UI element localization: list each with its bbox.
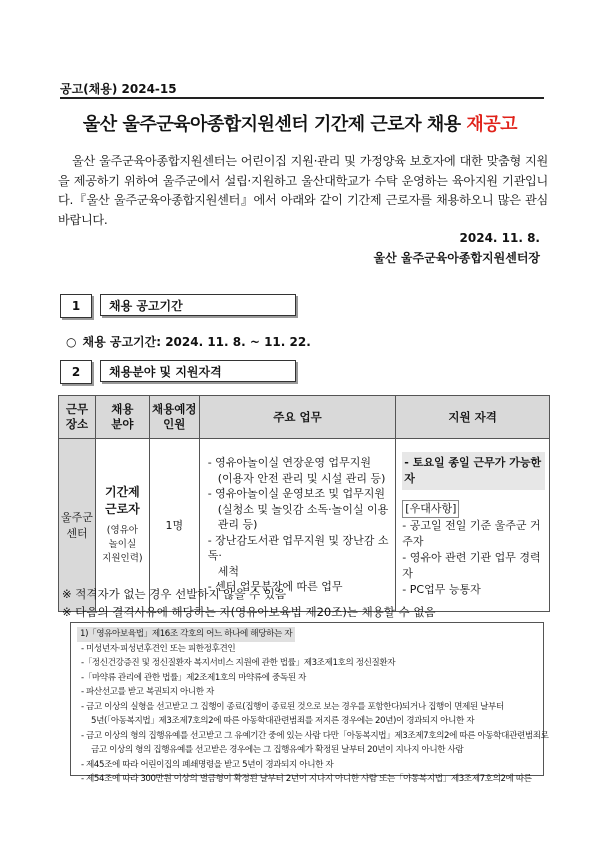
text-span: 놀이실: [108, 539, 137, 550]
list-item: - 제54조에 따라 300만원 이상의 벌금형이 확정된 날부터 2년이 지나지 아니한 사람 또는「아동복지법」제3조제7호의2에 따른: [81, 774, 532, 784]
title-highlight: 재공고: [466, 114, 518, 135]
req-pref-item: - 영유아 관련 기관 업무 경력자: [402, 551, 541, 580]
intro-text: 울산 울주군육아종합지원센터는 어린이집 지원·관리 및 가정양육 보호자에 대한 맞춤형 지원을 제공하기 위하여 울주군에서 설립·지원하고 울산대학교가 수탁 운영하는 육아지원 기관입니다.『울산 울주군육아종합지원센터』에서 아래와 같이 기간제 근로자를 채용하오니 많은 관심 바랍니다.: [58, 154, 548, 227]
list-item: -「정신건강증진 및 정신질환자 복지서비스 지원에 관한 법률」제3조제1호의 정신질환자: [81, 658, 396, 668]
notice-date: 2024. 11. 8.: [459, 231, 540, 245]
cell-requirements: [396, 439, 550, 612]
duty-line: 세척: [217, 564, 239, 578]
job-title-l1: 기간제: [104, 485, 140, 499]
text-span: 채용예정: [152, 402, 197, 416]
header-field: [95, 396, 149, 439]
section-1-number: 1: [60, 294, 92, 318]
list-item: -「마약류 관리에 관한 법률」제2조제1호의 마약류에 중독된 자: [81, 672, 306, 683]
duty-line: (실청소 및 놀잇감 소독·놀이실 이용관리 등): [217, 502, 389, 532]
period-text: 채용 공고기간: 2024. 11. 8. ~ 11. 22.: [82, 335, 311, 349]
text-span: (영유아: [106, 525, 138, 536]
req-main: - 토요일 종일 근무가 가능한 자: [402, 452, 545, 490]
list-item: - 금고 이상의 실형을 선고받고 그 집행이 종료(집행이 종료된 것으로 보는 경우를 포함한다)되거나 집행이 면제된 날부터: [81, 701, 504, 712]
list-item: - 제45조에 따라 어린이집의 폐쇄명령을 받고 5년이 경과되지 아니한 자: [81, 759, 334, 770]
duty-line: (이용자 안전 관리 및 시설 관리 등): [217, 471, 386, 485]
req-pref-item: - 공고일 전일 기준 울주군 거주자: [402, 519, 541, 548]
intro-paragraph: [58, 152, 548, 230]
duty-line: - 영유아놀이실 운영보조 및 업무지원: [207, 487, 386, 501]
text-span: 인원: [163, 417, 186, 431]
table-header-row: [59, 396, 550, 439]
text-span: 지원인력): [102, 553, 143, 564]
title-main: 울산 울주군육아종합지원센터 기간제 근로자 채용: [82, 114, 461, 135]
text-span: 울주군: [61, 511, 93, 524]
list-item: - 금고 이상의 형의 집행유예를 선고받고 그 유예기간 중에 있는 사람 다만「아동복지법」제3조제7호의2에 따른 아동학대관련범죄로: [81, 730, 549, 741]
notice-number: 공고(채용) 2024-15: [60, 82, 177, 96]
text-span: 분야: [111, 417, 134, 431]
text-span: 센터: [66, 527, 88, 540]
text-span: 장소: [65, 417, 89, 431]
cell-count: 1명: [149, 439, 199, 612]
duty-line: - 영유아놀이실 연장운영 업무지원: [207, 456, 371, 470]
req-pref-title: [우대사항]: [402, 500, 459, 518]
duty-line: - 장난감도서관 업무지원 및 장난감 소독·: [207, 533, 389, 563]
note-1: ※ 적격자가 없는 경우 선발하지 않을 수 있음: [62, 587, 287, 601]
header-location: [59, 396, 96, 439]
disqualification-head: 1)「영유아보육법」제16조 각호의 어느 하나에 해당하는 자: [77, 627, 295, 642]
disqualification-box: [70, 622, 549, 784]
bullet-circle: ○: [66, 335, 77, 349]
section-2-title: 채용분야 및 지원자격: [100, 360, 296, 382]
job-title-l2: 근로자: [104, 502, 140, 516]
list-item: - 미성년자·피성년후견인 또는 피한정후견인: [81, 643, 236, 654]
header-requirements: 지원 자격: [396, 396, 550, 439]
text-span: 근무: [65, 402, 89, 416]
list-item: 5년(「아동복지법」제3조제7호의2에 따른 아동학대관련범죄를 저지른 경우에는 20년)이 경과되지 아니한 자: [91, 716, 475, 726]
req-pref-item: - PC업무 능통자: [402, 583, 481, 596]
section-2-number: 2: [60, 360, 92, 384]
header-planned: [149, 396, 199, 439]
signature: 울산 울주군육아종합지원센터장: [373, 251, 540, 265]
recruitment-period: [66, 333, 311, 350]
list-item: - 파산선고를 받고 복권되지 아니한 자: [81, 687, 214, 697]
text-span: 채용: [111, 402, 134, 416]
duty-line: - 센터 업무분장에 따른 업무: [207, 580, 343, 594]
recruitment-table: [58, 395, 550, 612]
note-2: ※ 다음의 결격사유에 해당하는 자(영유아보육법 제20조)는 채용할 수 없음: [62, 605, 436, 619]
page-title: [40, 110, 560, 136]
list-item: 금고 이상의 형의 집행유예를 선고받은 경우에는 그 집행유예가 확정된 날부터 20년이 지나지 아니한 사람: [91, 745, 464, 755]
section-1-title: 채용 공고기간: [100, 294, 296, 316]
header-divider: [60, 97, 544, 99]
header-duties: 주요 업무: [199, 396, 396, 439]
